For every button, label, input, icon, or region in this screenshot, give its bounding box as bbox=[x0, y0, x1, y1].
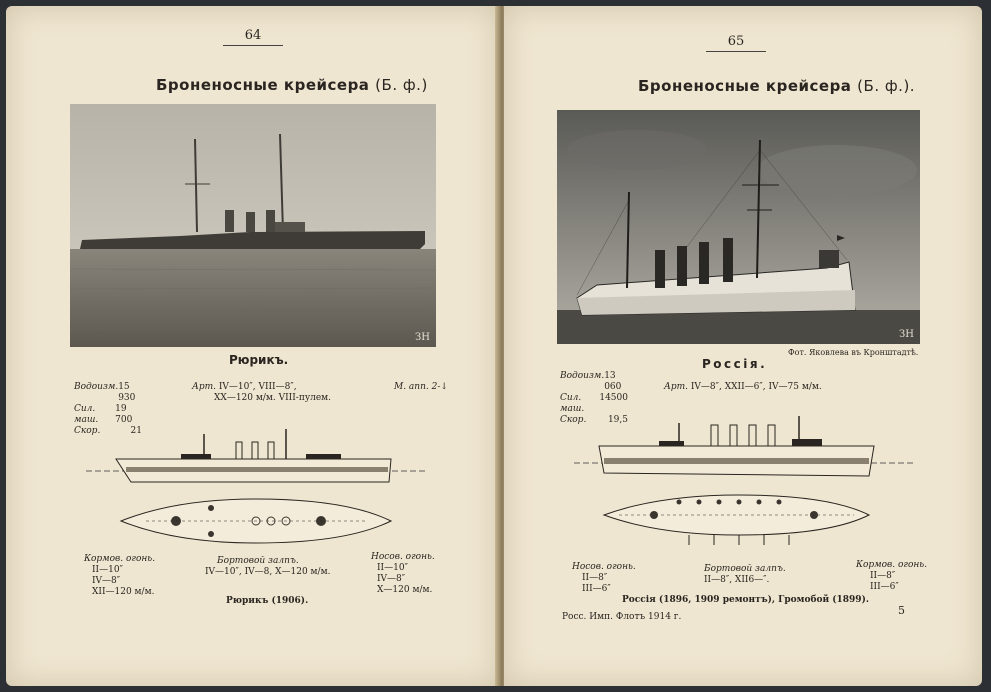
bow-fire-item: X—120 м/м. bbox=[377, 585, 433, 595]
left-page-footer: Рюрикъ (1906). bbox=[226, 596, 309, 606]
spec-value: 19,5 bbox=[607, 415, 628, 425]
spec-value: 19 700 bbox=[115, 404, 133, 425]
broadside-label: Бортовой залпъ. bbox=[704, 564, 786, 574]
right-page bbox=[504, 6, 982, 686]
bow-fire-block bbox=[572, 562, 636, 595]
ship-caption: Россія. bbox=[702, 357, 768, 371]
left-page-heading bbox=[156, 76, 428, 94]
mine-tubes: М. апп. 2-↓ bbox=[394, 382, 448, 392]
bow-fire-item: II—10″ bbox=[377, 563, 408, 573]
bow-fire-block bbox=[371, 552, 435, 596]
spec-value: 15 930 bbox=[118, 382, 136, 403]
broadside-block bbox=[704, 564, 786, 586]
photo-credit: Фот. Яковлева въ Кронштадтѣ. bbox=[788, 348, 919, 357]
armament-line-1: IV—8″, XXII—6″, IV—75 м/м. bbox=[690, 382, 822, 392]
stern-fire-item: III—6″ bbox=[870, 582, 899, 592]
rossia-photo bbox=[557, 110, 920, 344]
stern-fire-item: II—10″ bbox=[92, 565, 123, 575]
right-page-footer: Россія (1896, 1909 ремонтъ), Громобой (1899). bbox=[622, 595, 869, 605]
spec-value: 13 060 bbox=[604, 371, 622, 392]
spec-label: Скор. bbox=[560, 415, 587, 425]
stern-fire-block bbox=[84, 554, 155, 598]
left-page bbox=[6, 6, 498, 686]
spec-label: Водоизм. bbox=[74, 382, 119, 392]
armament-block bbox=[664, 382, 822, 393]
left-page-number: 64 bbox=[223, 28, 283, 46]
armament-label: Арт. bbox=[192, 382, 216, 392]
spec-label: Скор. bbox=[74, 426, 101, 436]
bow-fire-item: IV—8″ bbox=[377, 574, 406, 584]
heading-main-text: Броненосные крейсера bbox=[638, 77, 852, 95]
photo-mark: ЗН bbox=[415, 332, 430, 343]
spec-value: 21 bbox=[130, 426, 142, 436]
book-source: Росс. Имп. Флотъ 1914 г. bbox=[562, 612, 682, 622]
heading-main-text: Броненосные крейсера bbox=[156, 76, 370, 94]
spec-label: Сил. маш. bbox=[560, 393, 585, 414]
armament-line-2: XX—120 м/м. VIII-пулем. bbox=[214, 393, 332, 403]
armament-label: Арт. bbox=[664, 382, 688, 392]
stern-fire-item: IV—8″ bbox=[92, 576, 121, 586]
broadside-value: II—8″, XII6—″. bbox=[704, 575, 770, 585]
armament-line-1: IV—10″, VIII—8″, bbox=[218, 382, 297, 392]
stern-fire-label: Кормов. огонь. bbox=[856, 560, 928, 570]
stern-fire-item: II—8″ bbox=[870, 571, 896, 581]
right-page-heading bbox=[638, 77, 915, 95]
bow-fire-item: III—6″ bbox=[582, 584, 611, 594]
stern-fire-block bbox=[856, 560, 927, 593]
broadside-value: IV—10″, IV—8, X—120 м/м. bbox=[205, 567, 331, 577]
stern-fire-label: Кормов. огонь. bbox=[84, 554, 156, 564]
bow-fire-item: II—8″ bbox=[582, 573, 608, 583]
broadside-label: Бортовой залпъ. bbox=[217, 556, 299, 566]
heading-fleet-text: (Б. ф.). bbox=[857, 77, 916, 95]
rurik-photo bbox=[70, 104, 436, 347]
rurik-side-profile bbox=[86, 424, 426, 498]
rurik-plan-view bbox=[116, 496, 396, 550]
right-page-number: 65 bbox=[706, 34, 766, 52]
broadside-block bbox=[205, 556, 330, 578]
bow-fire-label: Носов. огонь. bbox=[371, 552, 435, 562]
rossia-plan-view bbox=[599, 490, 874, 554]
spec-label: Сил. маш. bbox=[74, 404, 99, 425]
armament-block bbox=[192, 382, 331, 404]
sheet-number: 5 bbox=[898, 604, 905, 617]
bow-fire-label: Носов. огонь. bbox=[572, 562, 636, 572]
stern-fire-item: XII—120 м/м. bbox=[92, 587, 155, 597]
ship-caption: Рюрикъ. bbox=[229, 353, 289, 367]
spec-value: 14500 bbox=[599, 393, 628, 403]
heading-fleet-text: (Б. ф.) bbox=[375, 76, 428, 94]
open-book bbox=[6, 6, 986, 686]
photo-mark: ЗН bbox=[899, 329, 914, 340]
rossia-side-profile bbox=[574, 411, 914, 485]
spec-label: Водоизм. bbox=[560, 371, 605, 381]
